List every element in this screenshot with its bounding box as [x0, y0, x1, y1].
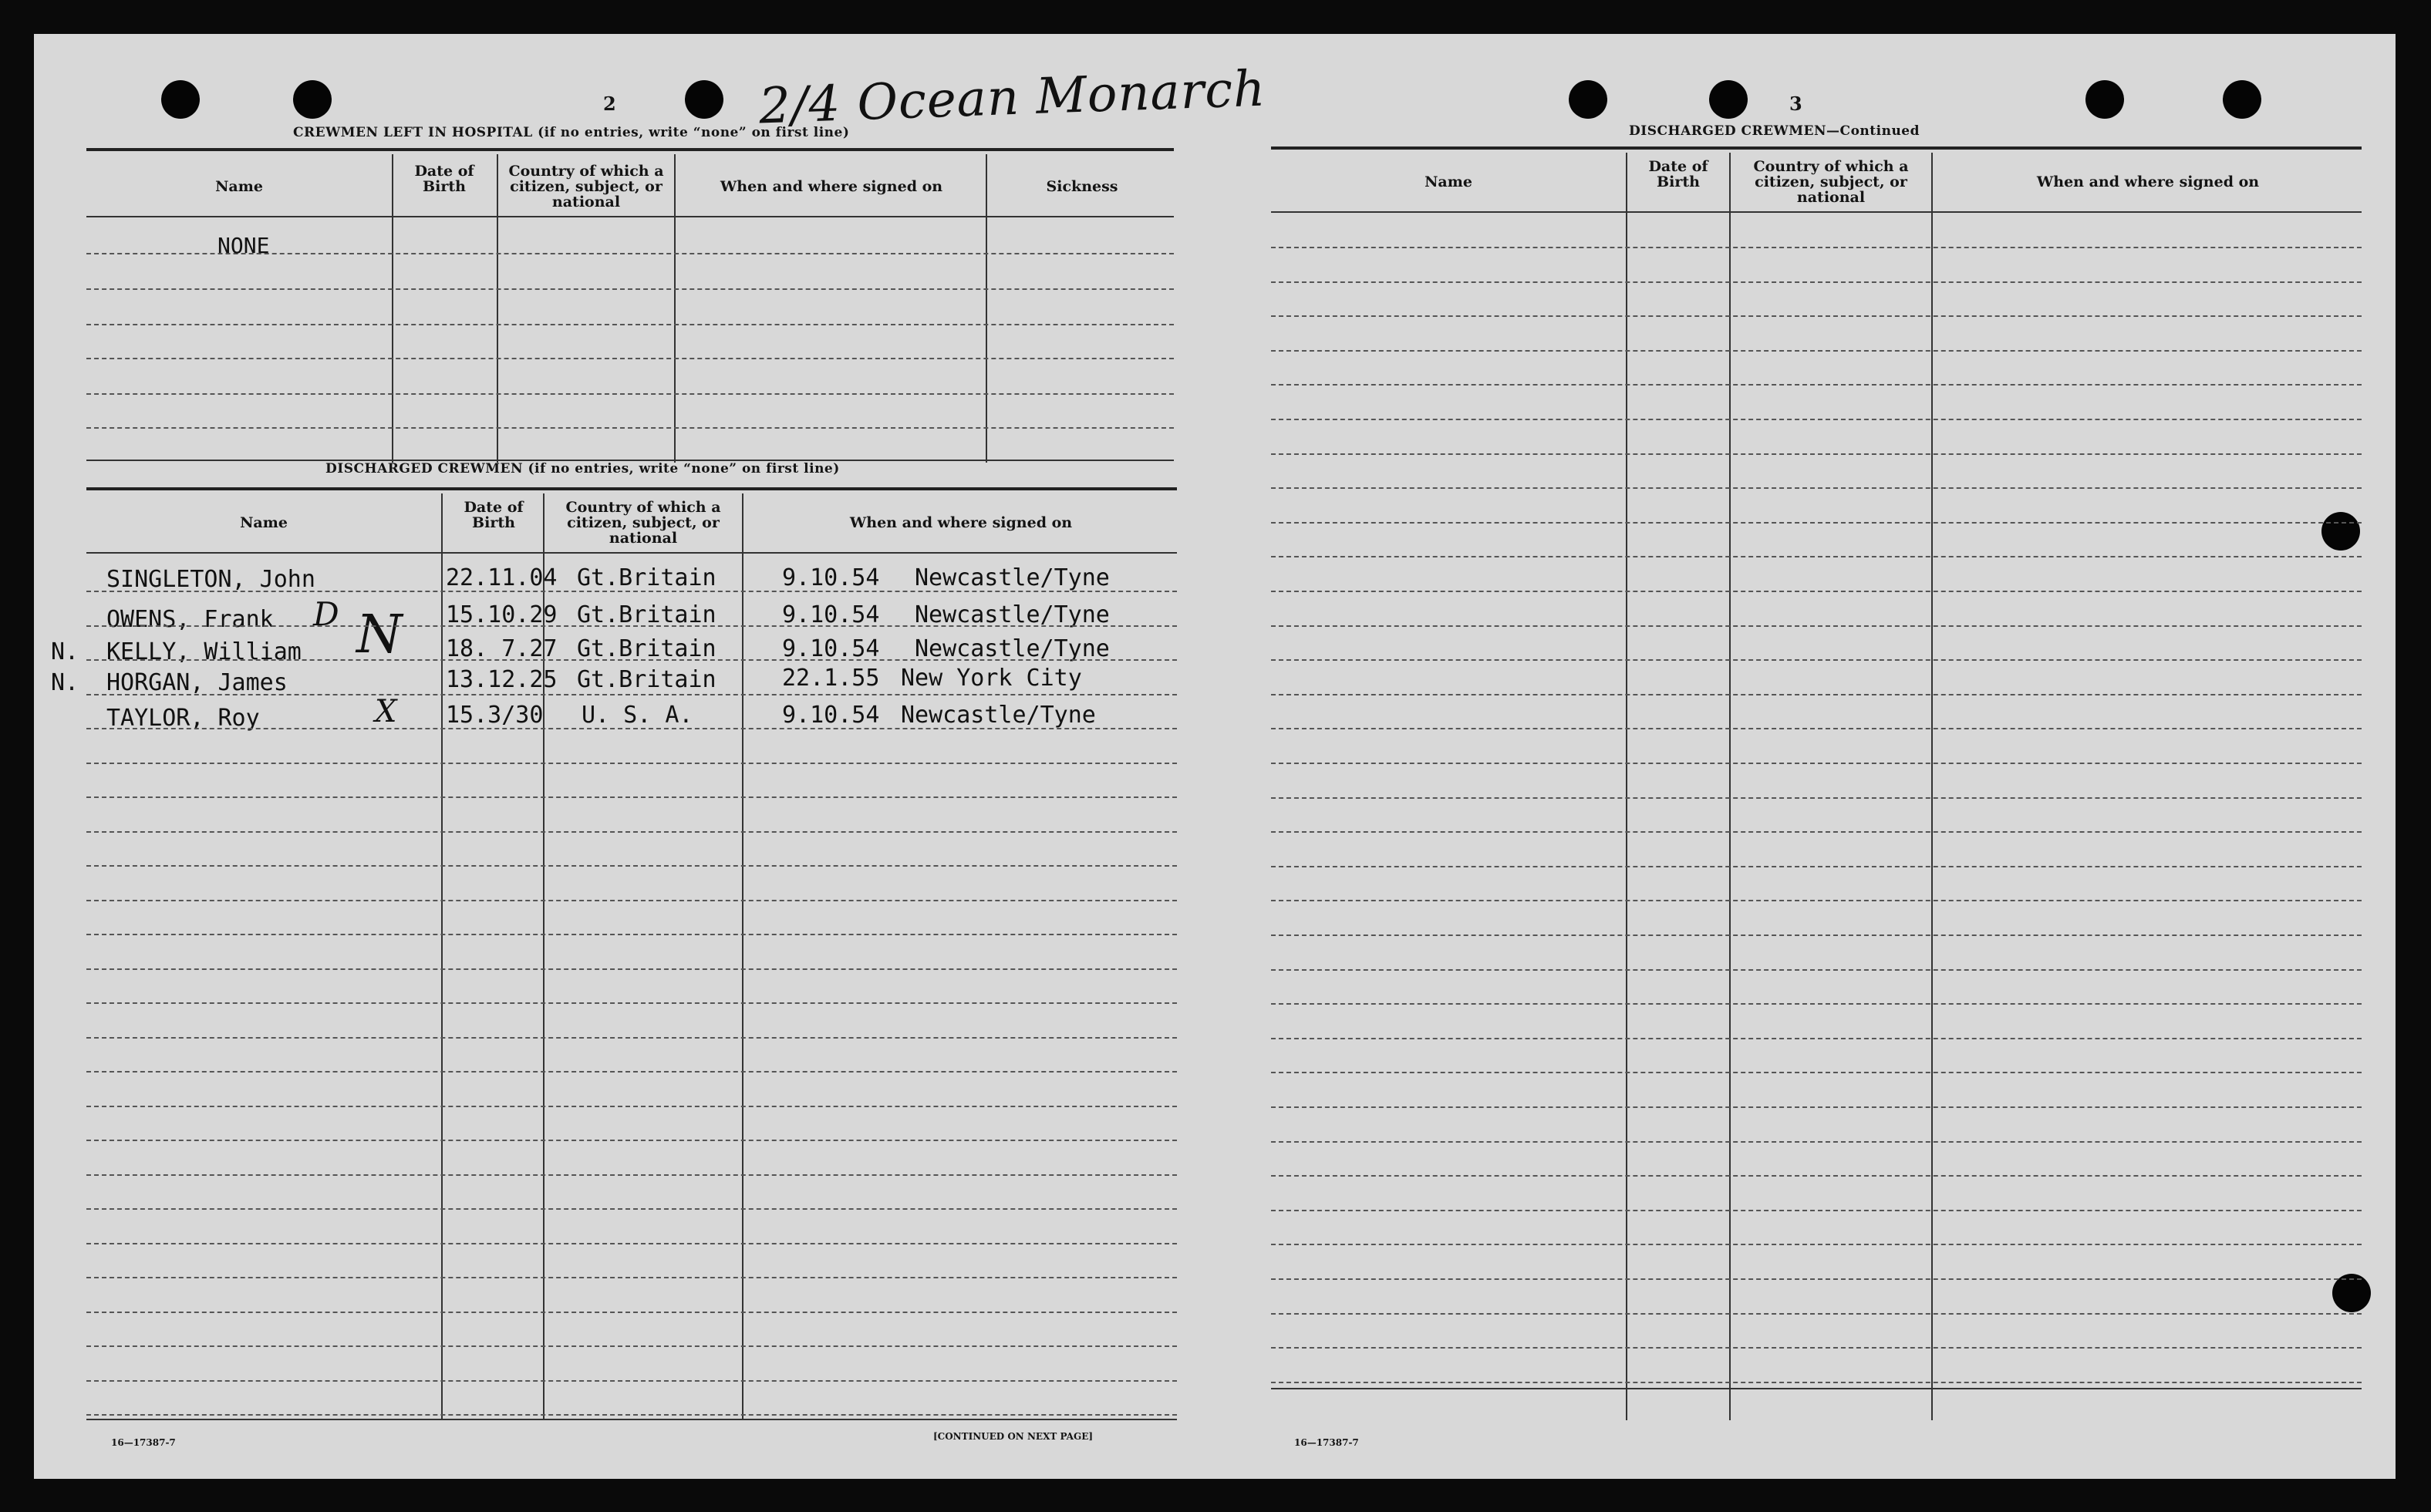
row-line	[86, 1071, 1177, 1073]
row-line	[1271, 556, 2362, 557]
crewman-signed-place: Newcastle/Tyne	[901, 702, 1096, 729]
row-line	[86, 1106, 1177, 1107]
punch-hole	[2321, 512, 2360, 551]
row-line	[1271, 281, 2362, 283]
right-section-title: DISCHARGED CREWMEN—Continued	[1629, 123, 1920, 139]
row-line	[1271, 659, 2362, 661]
handwritten-mark: D	[313, 595, 339, 633]
row-line	[86, 968, 1177, 970]
row-line	[86, 728, 1177, 729]
discharged-col-dob: Date of Birth	[464, 499, 524, 531]
discharged-bottom-rule	[86, 1419, 1177, 1420]
row-line	[1271, 350, 2362, 352]
row-line	[86, 1243, 1177, 1244]
row-line	[86, 1037, 1177, 1039]
left-page-number: 2	[603, 93, 616, 115]
crewman-signed-date: 9.10.54	[782, 601, 880, 628]
row-line	[1271, 866, 2362, 867]
punch-hole	[293, 80, 332, 119]
row-line	[1271, 247, 2362, 248]
form-sheet	[34, 34, 2396, 1479]
row-line	[86, 1002, 1177, 1004]
row-line	[1271, 1175, 2362, 1177]
row-line	[86, 659, 1177, 661]
col-divider	[1729, 153, 1731, 1420]
right-col-signed: When and where signed on	[2036, 173, 2260, 190]
row-line	[1271, 591, 2362, 592]
row-line	[1271, 419, 2362, 420]
row-line	[86, 831, 1177, 833]
row-line	[86, 1345, 1177, 1347]
row-line	[86, 1140, 1177, 1141]
row-line	[1271, 1003, 2362, 1005]
row-line	[86, 358, 1174, 359]
crewman-dob: 13.12.25	[446, 666, 558, 693]
crewman-signed-date: 22.1.55	[782, 665, 880, 692]
discharged-col-country: Country of which a citizen, subject, or national	[565, 499, 721, 547]
row-line	[1271, 1210, 2362, 1211]
row-line	[1271, 453, 2362, 455]
crewman-name: SINGLETON, John	[106, 566, 315, 593]
crewman-signed-date: 9.10.54	[782, 564, 880, 591]
discharged-section-title: DISCHARGED CREWMEN (if no entries, write “none” on first line)	[325, 461, 840, 476]
row-line	[1271, 1278, 2362, 1280]
row-line	[86, 1174, 1177, 1176]
crewman-country: Gt.Britain	[577, 666, 716, 693]
right-col-country: Country of which a citizen, subject, or national	[1753, 158, 1909, 206]
crewman-country: Gt.Britain	[577, 635, 716, 662]
row-line	[1271, 763, 2362, 764]
hospital-col-sickness: Sickness	[1046, 178, 1118, 195]
col-divider	[986, 154, 987, 463]
crewman-signed-date: 9.10.54	[782, 702, 880, 729]
crewman-signed-date: 9.10.54	[782, 635, 880, 662]
row-line	[1271, 900, 2362, 901]
handwritten-mark: N	[356, 604, 403, 665]
row-line	[86, 865, 1177, 867]
right-bottom-rule	[1271, 1388, 2362, 1389]
row-line	[86, 1312, 1177, 1313]
row-line	[86, 591, 1177, 592]
row-line	[1271, 522, 2362, 524]
col-divider	[1626, 153, 1627, 1420]
hospital-col-country: Country of which a citizen, subject, or national	[508, 163, 664, 210]
row-line	[86, 1277, 1177, 1278]
row-line	[86, 288, 1174, 290]
left-form-number: 16—17387-7	[111, 1437, 176, 1448]
crewman-dob: 15.10.29	[446, 601, 558, 628]
col-divider	[392, 154, 393, 463]
row-line	[86, 796, 1177, 798]
crewman-name: OWENS, Frank	[106, 606, 274, 633]
crewman-dob: 15.3/30	[446, 702, 544, 729]
right-page-number: 3	[1789, 93, 1802, 115]
hospital-header-rule	[86, 216, 1174, 217]
punch-hole	[685, 80, 723, 119]
discharged-top-rule	[86, 487, 1177, 490]
crewman-signed-place: Newcastle/Tyne	[915, 635, 1110, 662]
row-line	[86, 393, 1174, 395]
crewman-dob: 22.11.04	[446, 564, 558, 591]
right-col-name: Name	[1425, 173, 1472, 190]
row-line	[86, 694, 1177, 695]
row-line	[1271, 831, 2362, 833]
crewman-country: U. S. A.	[582, 702, 693, 729]
row-line	[86, 324, 1174, 325]
row-line	[1271, 969, 2362, 971]
col-divider	[543, 493, 545, 1419]
row-line	[1271, 487, 2362, 489]
row-line	[86, 1380, 1177, 1382]
punch-hole	[2223, 80, 2261, 119]
row-line	[86, 1414, 1177, 1416]
crewman-signed-place: Newcastle/Tyne	[915, 601, 1110, 628]
row-line	[1271, 797, 2362, 799]
hospital-none-entry: NONE	[217, 233, 270, 258]
right-header-rule	[1271, 211, 2362, 213]
punch-hole	[2085, 80, 2124, 119]
crewman-signed-place: Newcastle/Tyne	[915, 564, 1110, 591]
row-line	[1271, 934, 2362, 936]
row-line	[1271, 1141, 2362, 1143]
punch-hole	[1709, 80, 1748, 119]
row-prefix: N.	[51, 638, 79, 665]
row-line	[86, 763, 1177, 764]
col-divider	[674, 154, 676, 463]
crewman-signed-place: New York City	[901, 665, 1082, 692]
row-line	[1271, 1382, 2362, 1383]
crewman-name: TAYLOR, Roy	[106, 705, 260, 732]
row-line	[1271, 1106, 2362, 1108]
row-line	[1271, 1244, 2362, 1245]
right-col-dob: Date of Birth	[1648, 158, 1708, 190]
crewman-name: HORGAN, James	[106, 669, 288, 696]
crewman-country: Gt.Britain	[577, 601, 716, 628]
col-divider	[497, 154, 498, 463]
row-line	[1271, 1072, 2362, 1073]
discharged-col-signed: When and where signed on	[849, 514, 1073, 531]
right-top-rule	[1271, 146, 2362, 150]
row-line	[1271, 1313, 2362, 1315]
row-line	[86, 934, 1177, 935]
row-line	[1271, 315, 2362, 317]
row-line	[1271, 1347, 2362, 1349]
punch-hole	[1569, 80, 1607, 119]
col-divider	[441, 493, 443, 1419]
continued-note: [CONTINUED ON NEXT PAGE]	[933, 1431, 1094, 1442]
row-prefix: N.	[51, 669, 79, 696]
discharged-col-name: Name	[240, 514, 288, 531]
row-line	[86, 625, 1177, 627]
hospital-col-name: Name	[215, 178, 263, 195]
crewman-name: KELLY, William	[106, 638, 302, 665]
row-line	[1271, 728, 2362, 729]
row-line	[86, 427, 1174, 429]
row-line	[1271, 1038, 2362, 1039]
hospital-top-rule	[86, 148, 1174, 151]
crewman-dob: 18. 7.27	[446, 635, 558, 662]
row-line	[1271, 625, 2362, 627]
hospital-col-signed: When and where signed on	[720, 178, 943, 195]
discharged-header-rule	[86, 552, 1177, 554]
crewman-country: Gt.Britain	[577, 564, 716, 591]
row-line	[1271, 384, 2362, 386]
col-divider	[742, 493, 743, 1419]
right-form-number: 16—17387-7	[1294, 1437, 1359, 1448]
row-line	[86, 1208, 1177, 1210]
handwritten-mark: X	[375, 694, 397, 729]
hospital-col-dob: Date of Birth	[414, 163, 474, 195]
row-line	[1271, 694, 2362, 695]
row-line	[86, 900, 1177, 901]
handwritten-vessel-name: 2/4 Ocean Monarch	[757, 60, 1267, 136]
hospital-section-title: CREWMEN LEFT IN HOSPITAL (if no entries, write “none” on first line)	[293, 125, 850, 140]
punch-hole	[161, 80, 200, 119]
col-divider	[1931, 153, 1933, 1420]
